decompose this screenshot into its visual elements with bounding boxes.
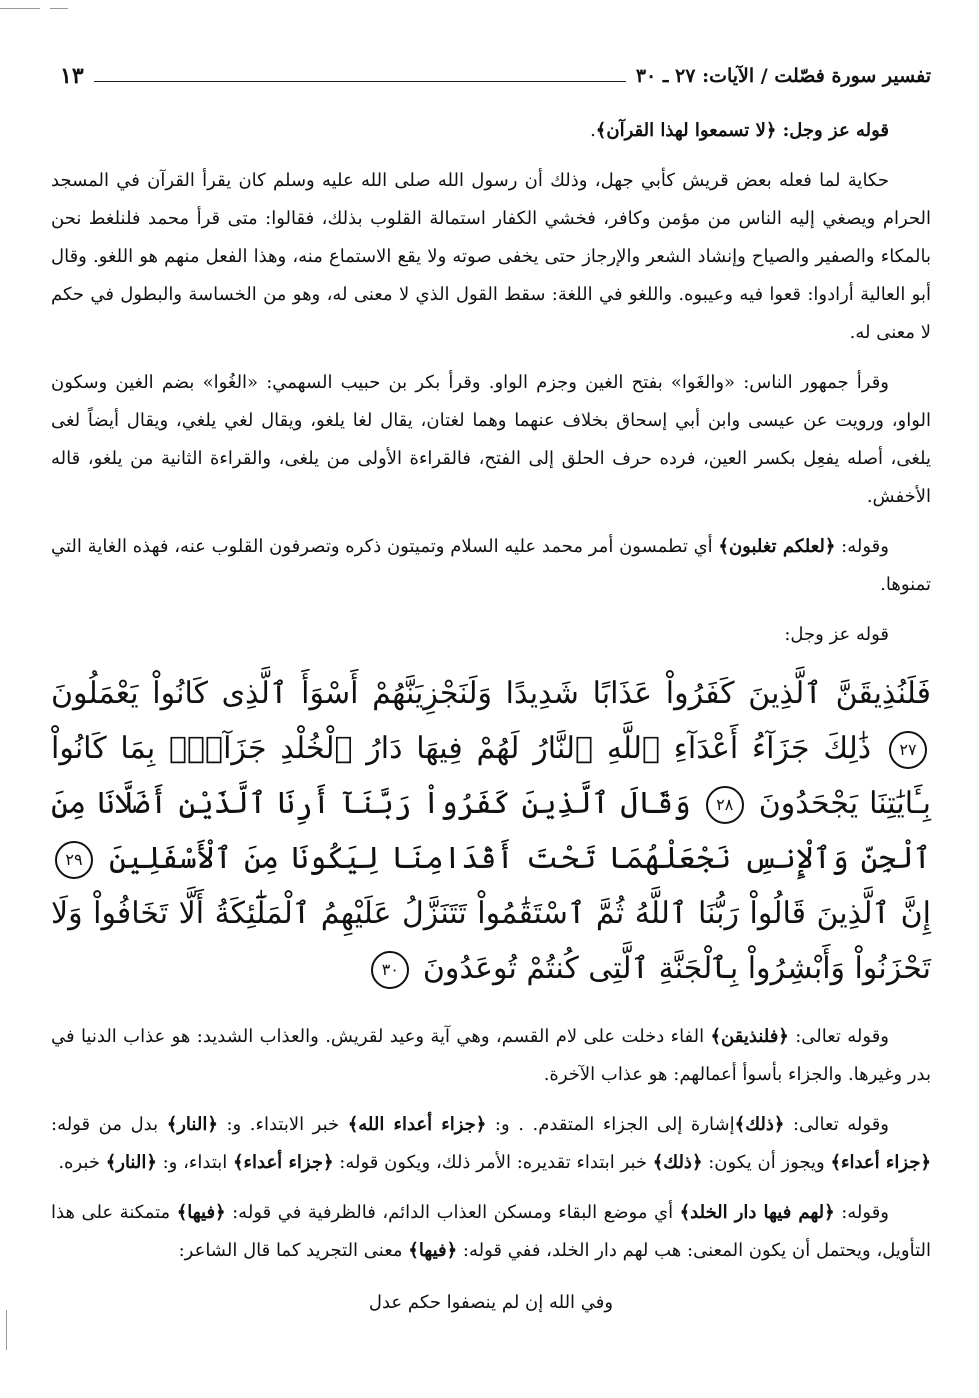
p7-s6: خبر ابتداء تقديره: الأمر ذلك، ويكون قوله: [333,1152,653,1173]
top-left-rule-2 [50,8,68,9]
quran-verses [51,666,931,996]
p8-s4: معنى التجريد كما قال الشاعر: [178,1240,409,1261]
p7-q5: ﴿ذلك﴾ [652,1152,703,1173]
poetry-verse: وفي الله إن لم ينصفوا حكم عدل [368,1292,614,1313]
ayah-marker-29: ٢٩ [55,841,93,879]
quran-segment-1: فَلَنُذِيقَنَّ ٱلَّذِينَ كَفَرُواْ عَذَابًا شَدِيدًا وَلَنَجْزِيَنَّهُمْ أَسْوَأَ ٱلَّذِى كَانُواْ يَعْمَلُونَ [51,676,932,711]
p7-q1: ﴿ذلك﴾ [734,1114,785,1135]
paragraph-3: وقرأ جمهور الناس: «والغَوا» بفتح الغين وجزم الواو. وقرأ بكر بن حبيب السهمي: «الغُوا» بضم الغين وسكون الواو، ورويت عن عيسى وابن أبي إسحاق بخلاف عنهما وهما لغتان، يقال لغا يلغو، ويقال لغي يلغي، ويقال أيضاً لغى يلغى، أصله يفعِل بكسر العين، فرده حرف الحلق إلى الفتح، فالقراءة الأولى من يلغى، والقراءة الثانية من يلغو، قاله الأخفش. [51,372,931,507]
paragraph-4 [51,528,931,604]
p1-quote: ﴿لا تسمعوا لهذا القرآن﴾ [595,120,777,141]
p8-s3: متمكنة على هذا التأويل، ويحتمل أن يكون المعنى: هب لهم دار الخلد، ففي قوله: [51,1202,931,1261]
quran-segment-3: وَقَالَ ٱلَّذِينَ كَفَرُواْ رَبَّنَآ أَرِنَا ٱلَّذَيْنِ أَضَلَّانَا مِنَ ٱلْجِنِّ وَٱلْإِنسِ نَجْعَلْهُمَا تَحْتَ أَقْدَامِنَا لِيَكُونَا مِنَ ٱلْأَسْفَلِينَ [51,786,931,876]
p7-s3: خبر الابتداء. و: [217,1114,348,1135]
p1-tail: . [590,120,596,141]
running-header [60,58,931,94]
page-number: ١٣ [60,63,84,89]
top-left-rule [0,8,40,9]
p4-lead: وقوله: [835,536,889,557]
p1-lead: قوله عز وجل: [776,120,889,141]
p7-s7: ابتداء، و: [156,1152,233,1173]
paragraph-5: قوله عز وجل: [784,624,889,645]
paragraph-7 [51,1106,931,1182]
p7-q2: ﴿جزاء أعداء الله﴾ [347,1114,487,1135]
quran-segment-2: ذَٰلِكَ جَزَآءُ أَعْدَآءِ ٱللَّهِ ٱلنَّارُ لَهُمْ فِيهَا دَارُ ٱلْخُلْدِ جَزَآءًۢ بِمَا كَانُواْ بِـَٔايَٰتِنَا يَجْحَدُونَ [51,731,931,821]
p7-s2: إشارة إلى الجزاء المتقدم. . و: [486,1114,735,1135]
margin-rule [6,1310,7,1350]
p7-q4: ﴿جزاء أعداء﴾ [830,1152,931,1173]
p7-s4: بدل من قوله: [51,1114,167,1135]
p8-q1: ﴿لهم فيها دار الخلد﴾ [679,1202,835,1223]
paragraph-8 [51,1194,931,1270]
page-body [51,112,931,1322]
header-title: تفسير سورة فصّلت / الآيات: ٢٧ ـ ٣٠ [635,65,931,87]
p7-q6: ﴿جزاء أعداء﴾ [232,1152,334,1173]
ayah-marker-27: ٢٧ [889,731,927,769]
p8-q3: ﴿فيها﴾ [408,1240,458,1261]
p7-s5: ويجوز أن يكون: [702,1152,831,1173]
p4-tail: أي تطمسون أمر محمد عليه السلام وتميتون ذكره وتصرفون القلوب عنه، فهذه الغاية التي تمنوها. [51,536,931,595]
p7-s8: خبره. [58,1152,106,1173]
paragraph-2: حكاية لما فعله بعض قريش كأبي جهل، وذلك أن رسول الله صلى الله عليه وسلم كان يقرأ القرآن في المسجد الحرام ويصغي إليه الناس من مؤمن وكافر، فخشي الكفار استمالة القلوب بذلك، فقالوا: متى قرأ محمد فلنلغط نحن بالمكاء والصفير والصياح وإنشاد الشعر والإرجاز حتى يخفى صوته ولا يقع الاستماع منه، وهذا الفعل منهم هو اللغو. وقال أبو العالية أرادوا: قعوا فيه وعيبوه. واللغو في اللغة: سقط القول الذي لا معنى له، وهو من الخساسة والبطول في حكم لا معنى له. [51,170,931,343]
paragraph-6 [51,1018,931,1094]
p6-tail: الفاء دخلت على لام القسم، وهي آية وعيد لقريش. والعذاب الشديد: هو عذاب الدنيا في بدر وغيرها. والجزاء بأسوأ أعمالهم: هو عذاب الآخرة. [51,1026,931,1085]
ayah-marker-30: ٣٠ [371,951,409,989]
p7-s1: وقوله تعالى: [784,1114,889,1135]
quran-segment-4: إِنَّ ٱلَّذِينَ قَالُواْ رَبُّنَا ٱللَّهُ ثُمَّ ٱسْتَقَٰمُواْ تَتَنَزَّلُ عَلَيْهِمُ ٱلْمَلَٰٓئِكَةُ أَلَّا تَخَافُواْ وَلَا تَحْزَنُواْ وَأَبْشِرُواْ بِٱلْجَنَّةِ ٱلَّتِى كُنتُمْ تُوعَدُونَ [51,896,931,986]
paragraph-1 [51,112,931,150]
ayah-marker-28: ٢٨ [706,786,744,824]
p7-q3: ﴿النار﴾ [166,1114,218,1135]
p7-q7: ﴿النار﴾ [105,1152,157,1173]
p8-q2: ﴿فيها﴾ [176,1202,226,1223]
p4-quote: ﴿لعلكم تغلبون﴾ [718,536,836,557]
p6-lead: وقوله تعالى: [788,1026,889,1047]
header-rule [94,81,626,82]
p8-s2: أي موضع البقاء ومسكن العذاب الدائم، فالظرفية في قوله: [225,1202,680,1223]
p8-s1: وقوله: [834,1202,889,1223]
p6-quote: ﴿فلنذيقن﴾ [710,1026,789,1047]
